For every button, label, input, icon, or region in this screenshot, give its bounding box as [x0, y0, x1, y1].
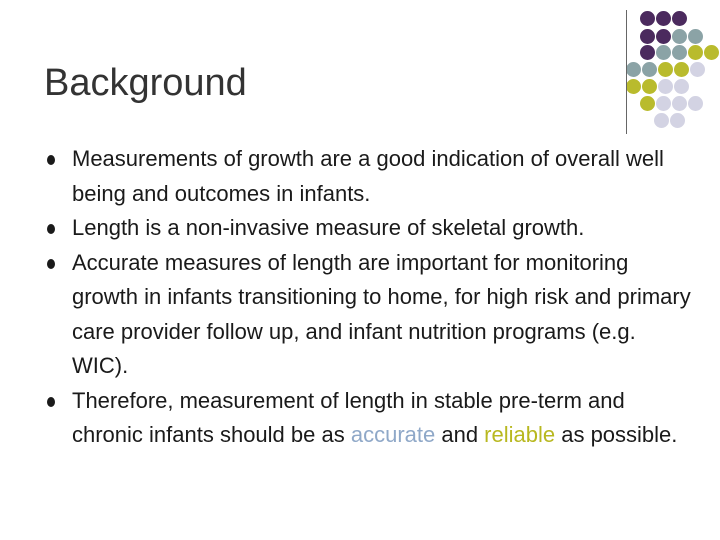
decorative-dot [688, 29, 703, 44]
bullet-marker-icon [47, 259, 55, 269]
bullet-marker-icon [47, 397, 55, 407]
bullet-item [44, 211, 694, 246]
decorative-dot [656, 29, 671, 44]
decorative-dot [672, 11, 687, 26]
bullet-text: and [435, 422, 485, 447]
decorative-dot [672, 45, 687, 60]
bullet-item [44, 142, 694, 211]
bullet-text: as possible. [555, 422, 678, 447]
bullet-item [44, 384, 694, 453]
slide-title: Background [44, 62, 247, 104]
decorative-dot [654, 113, 669, 128]
decorative-dot [674, 62, 689, 77]
decorative-dot [642, 79, 657, 94]
bullet-marker-icon [47, 155, 55, 165]
decorative-dot [640, 45, 655, 60]
decorative-dot [640, 96, 655, 111]
decorative-dot [674, 79, 689, 94]
decorative-dot [640, 29, 655, 44]
decorative-dot [688, 96, 703, 111]
decorative-dot [658, 79, 673, 94]
bullet-item [44, 246, 694, 384]
decorative-dot [656, 45, 671, 60]
bullet-text: Length is a non-invasive measure of skeletal growth. [72, 215, 585, 240]
bullet-text: Measurements of growth are a good indication of overall well being and outcomes in infants. [72, 146, 664, 206]
bullet-marker-icon [47, 224, 55, 234]
decorative-dot [626, 62, 641, 77]
decorative-dot [658, 62, 673, 77]
bullet-list [44, 142, 694, 453]
decorative-dot [690, 62, 705, 77]
decorative-dot [688, 45, 703, 60]
decorative-dot [670, 113, 685, 128]
highlighted-text: reliable [484, 422, 556, 447]
bullet-text: Accurate measures of length are important for monitoring growth in infants transitioning to home, for high risk and primary care provider follow up, and infant nutrition programs (e.g. WIC). [72, 249, 691, 378]
title-divider-line [626, 10, 627, 134]
decorative-dot [672, 96, 687, 111]
decorative-dot [626, 79, 641, 94]
decorative-dot [656, 11, 671, 26]
decorative-dot [672, 29, 687, 44]
decorative-dot [640, 11, 655, 26]
decorative-dot [642, 62, 657, 77]
bullet-text: Therefore, measurement of length in stable pre-term and chronic infants should be as [72, 387, 625, 447]
highlighted-text: accurate [350, 422, 436, 447]
decorative-dot [704, 45, 719, 60]
decorative-dot [656, 96, 671, 111]
